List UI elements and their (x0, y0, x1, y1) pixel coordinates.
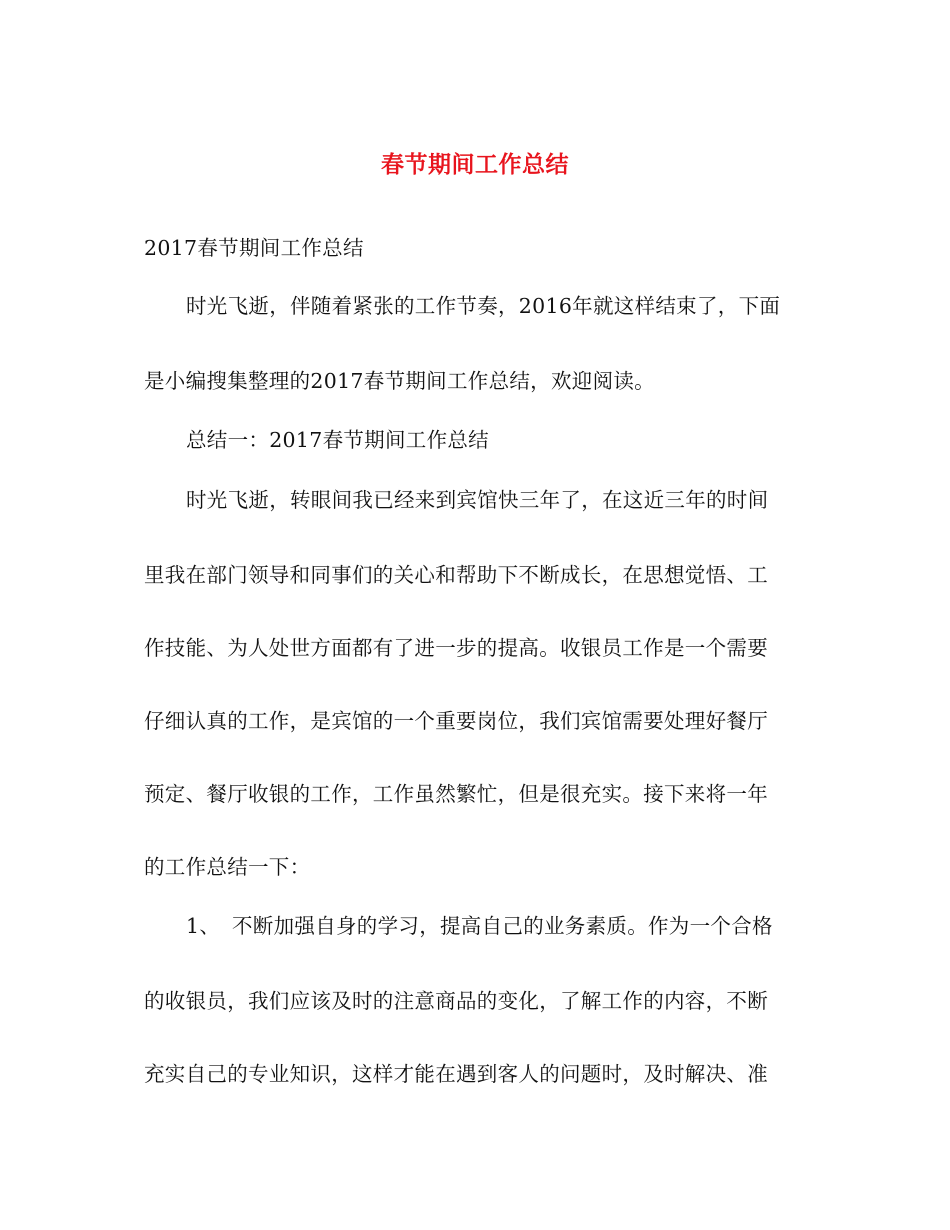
paragraph-line: 充实自己的专业知识，这样才能在遇到客人的问题时，及时解决、准 (144, 1062, 768, 1086)
paragraph-line: 时光飞逝，转眼间我已经来到宾馆快三年了，在这近三年的时间 (186, 488, 769, 512)
paragraph-line: 仔细认真的工作，是宾馆的一个重要岗位，我们宾馆需要处理好餐厅 (144, 709, 768, 733)
section-heading: 总结一：2017春节期间工作总结 (186, 428, 489, 452)
subtitle-line: 2017春节期间工作总结 (144, 236, 364, 260)
paragraph-line: 是小编搜集整理的2017春节期间工作总结，欢迎阅读。 (144, 369, 655, 393)
paragraph-line: 的收银员，我们应该及时的注意商品的变化，了解工作的内容，不断 (144, 989, 768, 1013)
paragraph-line: 时光飞逝，伴随着紧张的工作节奏，2016年就这样结束了，下面 (186, 294, 781, 318)
paragraph-line: 作技能、为人处世方面都有了进一步的提高。收银员工作是一个需要 (144, 636, 768, 660)
list-number: 1、 (186, 914, 221, 938)
paragraph-line: 的工作总结一下： (144, 855, 311, 879)
paragraph-line: 里我在部门领导和同事们的关心和帮助下不断成长，在思想觉悟、工 (144, 563, 768, 587)
document-title: 春节期间工作总结 (381, 151, 569, 178)
list-item-text: 不断加强自身的学习，提高自己的业务素质。作为一个合格 (232, 914, 773, 938)
paragraph-line: 预定、餐厅收银的工作，工作虽然繁忙，但是很充实。接下来将一年 (144, 782, 768, 806)
list-item (186, 911, 773, 941)
